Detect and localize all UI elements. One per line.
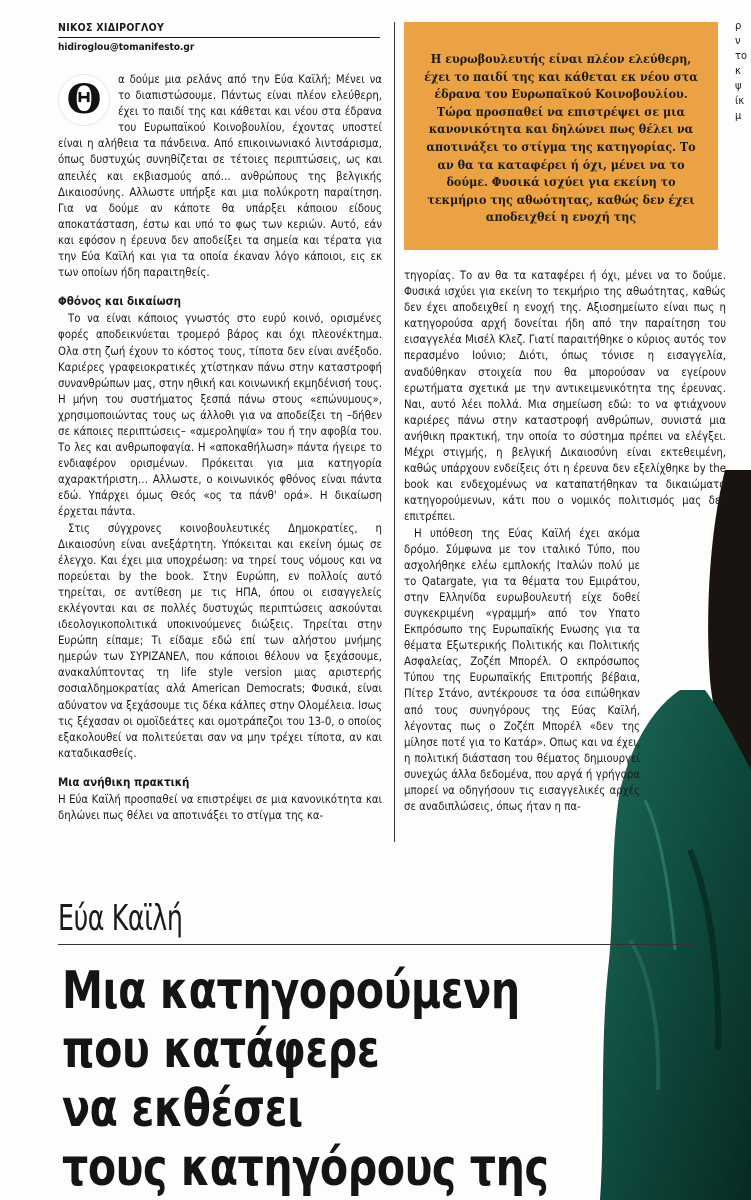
kicker-rule (58, 944, 698, 945)
edge-line: κ (735, 64, 741, 77)
edge-line: ν (735, 34, 741, 47)
headline (62, 962, 731, 1198)
subhead-envy-vindication: Φθόνος και δικαίωση (58, 294, 182, 309)
adjacent-column-fragment (735, 18, 751, 123)
headline-line: που κατάφερε (62, 1020, 380, 1080)
edge-line: ίκ (735, 94, 745, 107)
body-paragraph: τηγορίας. Το αν θα τα καταφέρει ή όχι, μένει να το δούμε. Φυσικά ισχύει για εκείνη το τεκμήριο της αθωότητας, καθώς δεν έχει αποδειχθεί η ενοχή της. Αξιοσημείωτο είναι πως η κατηγορούσα αρχή δονείται ήδη από την παραίτηση του εισαγγελέα Μισέλ Κλεζ. Γιατί παραιτήθηκε ο κύριος αυτός τον περασμένο Ιούνιο; Διότι, όπως τόνισε η εισαγγελία, αναδύθηκαν στοιχεία που θα μπορούσαν να εγείρουν ερωτήματα σχετικά με την αντικειμενικότητα της έρευνας. Ναι, αυτό λέει πολλά. Μια σημείωση εδώ: το να φτιάχνουν καριέρες πάνω στην καταστροφή ανθρώπων, συνιστά μια ανήθικη πρακτική, την οποία το σύστημα πρέπει να ελέγξει. Μέχρι στιγμής, η βελγική Δικαιοσύνη είναι εκτεθειμένη, καθώς υπάρχουν ενδείξεις ότι η έρευνα δεν εξελίχθηκε by the book και ενδεχομένως να καταπατήθηκαν τα δικαιώματα κατηγορούμενων, κάτι που ο νομικός πολιτισμός μας δεν επιτρέπει. (404, 269, 726, 524)
right-column (404, 268, 726, 815)
column-divider (394, 22, 395, 842)
body-paragraph: Το να είναι κάποιος γνωστός στο ευρύ κοινό, ορισμένες φορές αποδεικνύεται τρομερό βάρος και όχι πλεονέκτημα. Ολα στη ζωή έχουν το κόστος τους, τίποτα δεν είναι ανέξοδο. Καριέρες γραφειοκρατικές χτίστηκαν πάνω στην καταστροφή συνανθρώπων μας, στην ηθική και κοινωνική εκμηδένισή τους. Η μήνη του συστήματος ξεσπά πάνω στους «επώνυμους», χρησιμοποιώντας τους ως άλλοθι για να αποδείξει τη –δήθεν σε κάποιες περιπτώσεις– «αμεροληψία» του ή την αφοβία του. Το λες και ανθρωποφαγία. Η «αποκαθήλωση» πάντα ήγειρε το ενδιαφέρον ορισμένων. Πρόκειται για μια κατηγορία αχαρακτήριστη… Αλλωστε, ο κοινωνικός φθόνος είναι πάντα εδώ. Υπάρχει όμως Θεός «ος τα πάνθ' ορά». Η δικαίωση έρχεται πάντα. (58, 312, 382, 519)
author-rule (58, 37, 380, 38)
edge-line: ρ (735, 19, 742, 32)
author-email: hidiroglou@tomanifesto.gr (58, 42, 195, 53)
body-paragraph: Η Εύα Καϊλή προσπαθεί να επιστρέψει σε μια κανονικότητα και δηλώνει πως θέλει να αποτινάξει το στίγμα της κα- (58, 793, 382, 823)
subhead-unethical-practice: Μια ανήθικη πρακτική (58, 774, 190, 789)
kicker-name: Εύα Καϊλή (58, 898, 183, 939)
pull-quote-text: Η ευρωβουλευτής είναι πλέον ελεύθερη, έχει το παιδί της και κάθεται εκ νέου στα έδρανα του Ευρωπαϊκού Κοινοβουλίου. Τώρα προσπαθεί να επιστρέψει σε μια κανονικότητα και δηλώνει πως θέλει να αποτινάξει το στίγμα της κατηγορίας. Το αν θα τα καταφέρει ή όχι, μένει να το δούμε. Φυσικά ισχύει για εκείνη το τεκμήριο της αθωότητας, καθώς δεν έχει αποδειχθεί η ενοχή της (424, 51, 698, 225)
body-paragraph: Η υπόθεση της Εύας Καϊλή έχει ακόμα δρόμο. Σύμφωνα με τον ιταλικό Τύπο, που ασχολήθηκε ελέω εμπλοκής Ιταλών πολύ με το Qatargate, για τα θέματα του Εμιράτου, στην Ελληνίδα ευρωβουλευτή είχε δοθεί συγκεκριμένη «γραμμή» από τον Υπατο Εκπρόσωπο της Ευρωπαϊκής Ενωσης για τα θέματα Εξωτερικής Πολιτικής και Πολιτικής Ασφαλείας, Ζοζέπ Μπορέλ. Ο εκπρόσωπος Τύπου της Ευρωπαϊκής Επιτροπής βέβαια, Πίτερ Στάνο, αντέκρουσε τα όσα ειπώθηκαν από τους συνηγόρους της Εύας Καϊλή, λέγοντας πως ο Ζοζέπ Μπορέλ «δεν της μίλησε ποτέ για το Κατάρ». Οπως και να έχει, η πολιτική διάσταση του θέματος δημιουργεί συνεχώς άλλα δεδομένα, που αργά ή γρήγορα μπορεί να οδηγήσουν τις εισαγγελικές αρχές σε αναδιπλώσεις, όπως ήταν η πα- (404, 526, 640, 814)
pull-quote-box (404, 22, 718, 250)
headline-line: τους κατηγόρους της (62, 1138, 549, 1198)
edge-line: ψ (735, 79, 742, 92)
intro-paragraph: α δούμε μια ρελάνς από την Εύα Καϊλή; Μένει να το διαπιστώσουμε. Πάντως είναι πλέον ελεύθερη, έχει το παιδί της και κάθεται και νέου στα έδρανα του Ευρωπαϊκού Κοινοβουλίου, έχοντας υποστεί είναι η αλήθεια τα πάνδεινα. Από επικοινωνιακό λιντσάρισμα, όπως δυστυχώς συνηθίζεται σε τέτοιες περιπτώσεις, ως και απειλές και εκβιασμούς από… ανθρώπους της βελγικής Δικαιοσύνης. Αλλωστε υπήρξε και μια πολύκροτη παραίτηση. Για να δούμε αν κάποτε θα υπάρξει κάποιου είδους αποκατάσταση, έστω και υπό το φως των κεριών. Αυτό, εάν και εφόσον η έρευνα δεν αποδείξει τα σημεία και τέρατα για την Εύα Καϊλή και για τα οποία έκαναν λόγο κάποιοι, εις εκ των οποίων ήδη παραιτηθείς. (58, 73, 382, 280)
edge-line: μ (735, 109, 742, 122)
author-block (58, 22, 378, 53)
author-name: ΝΙΚΟΣ ΧΙΔΙΡΟΓΛΟΥ (58, 22, 165, 34)
edge-line: το (735, 49, 748, 62)
dropcap-letter: Θ (58, 74, 110, 126)
headline-line: Μια κατηγορούμενη (62, 961, 520, 1021)
headline-line: να εκθέσει (62, 1079, 303, 1139)
left-column (58, 72, 382, 824)
body-paragraph: Στις σύγχρονες κοινοβουλευτικές Δημοκρατίες, η Δικαιοσύνη είναι ανεξάρτητη. Υπόκειται και εκείνη όμως σε έλεγχο. Και έχει μια υποχρέωση: να τηρεί τους νόμους και να πορεύεται by the book. Στην Ευρώπη, εν πολλοίς αυτό τηρείται, σε αντίθεση με τις ΗΠΑ, όπου οι εισαγγελείς εκλέγονται και σε πολλές δυστυχώς περιπτώσεις ασκούνται ιδεολογικοπολιτικά υποκινούμενες διώξεις. Τηρείται στην Ευρώπη είπαμε; Τι είδαμε εδώ επί των αλήστου μνήμης ημερών των ΣΥΡΙΖΑΝΕΛ, που κάποιοι θέλουν να ξεχάσουμε, ανακαλύπτοντας τη life style version μιας αριστερής σοσιαλδημοκρατίας αλά American Democrats; Φυσικά, είναι αδύνατον να ξεχάσουμε τις δέκα κάλπες στην Ολομέλεια. Ισως τις ξέχασαν οι ομοϊδεάτες και ομοτράπεζοι του 13-0, ο οποίος εξακολουθεί να πολιτεύεται σαν να μην τρέχει τίποτα, αν και καταδικασθείς. (58, 521, 382, 760)
